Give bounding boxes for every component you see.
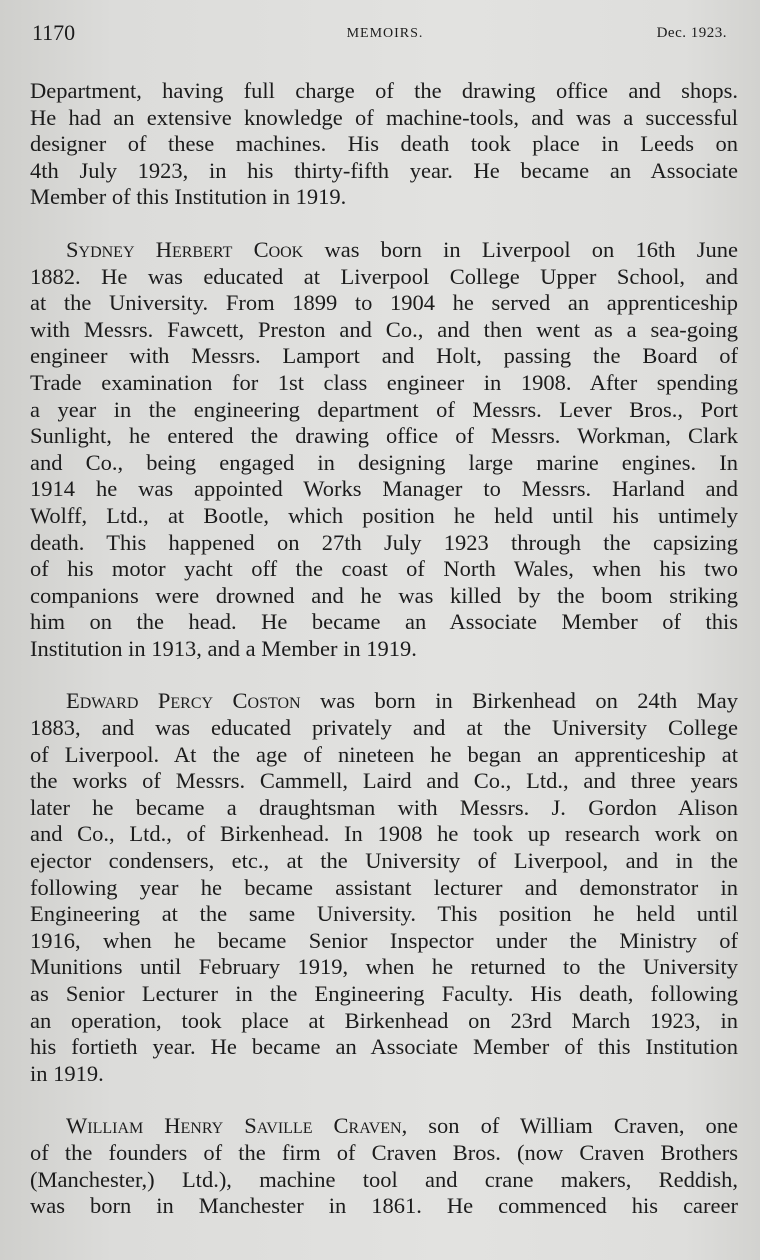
text-line: was born in Manchester in 1861. He commenced his career — [30, 1193, 738, 1219]
text-line: Sydney Herbert Cook was born in Liverpool on 16th June — [66, 236, 738, 262]
memoir-william-henry-saville-craven — [30, 1113, 738, 1219]
memoir-continuation — [30, 78, 738, 211]
text-line: death. This happened on 27th July 1923 through the capsizing — [30, 529, 738, 555]
text-line: of the founders of the firm of Craven Bros. (now Craven Brothers — [30, 1139, 738, 1165]
text-line: of Liverpool. At the age of nineteen he began an apprenticeship at — [30, 741, 738, 767]
memoir-name: Sydney Herbert Cook — [66, 236, 304, 262]
text-line: 1916, when he became Senior Inspector under the Ministry of — [30, 927, 738, 953]
text-line: and Co., being engaged in designing large marine engines. In — [30, 449, 738, 475]
text-line: Trade examination for 1st class engineer in 1908. After spending — [30, 369, 738, 395]
text-line: at the University. From 1899 to 1904 he served an apprenticeship — [30, 290, 738, 316]
page-number: 1170 — [32, 20, 76, 45]
text-line: 1883, and was educated privately and at the University College — [30, 715, 738, 741]
text-line: of his motor yacht off the coast of North Wales, when his two — [30, 556, 738, 582]
text-line: William Henry Saville Craven, son of William Craven, one — [66, 1113, 738, 1139]
text-line: an operation, took place at Birkenhead on 23rd March 1923, in — [30, 1007, 738, 1033]
text-line: with Messrs. Fawcett, Preston and Co., and then went as a sea-going — [30, 316, 738, 342]
page-body — [30, 78, 738, 1246]
text-line: later he became a draughtsman with Messrs. J. Gordon Alison — [30, 794, 738, 820]
text-line: Munitions until February 1919, when he returned to the University — [30, 954, 738, 980]
text-line: (Manchester,) Ltd.), machine tool and crane makers, Reddish, — [30, 1166, 738, 1192]
text-line: in 1919. — [30, 1060, 104, 1086]
text-line: him on the head. He became an Associate Member of this — [30, 609, 738, 635]
text-line: the works of Messrs. Cammell, Laird and Co., Ltd., and three years — [30, 768, 738, 794]
text-line: 1882. He was educated at Liverpool College Upper School, and — [30, 263, 738, 289]
text-line: and Co., Ltd., of Birkenhead. In 1908 he took up research work on — [30, 821, 738, 847]
text-line: Edward Percy Coston was born in Birkenhead on 24th May — [66, 688, 738, 714]
running-head — [30, 20, 740, 50]
text-line: ejector condensers, etc., at the University of Liverpool, and in the — [30, 848, 738, 874]
text-line: 1914 he was appointed Works Manager to Messrs. Harland and — [30, 476, 738, 502]
text-line: as Senior Lecturer in the Engineering Faculty. His death, following — [30, 981, 738, 1006]
running-title: MEMOIRS. — [346, 26, 424, 41]
text-line: companions were drowned and he was killed by the boom striking — [30, 582, 738, 608]
memoir-sydney-herbert-cook — [30, 237, 738, 663]
text-line: designer of these machines. His death took place in Leeds on — [30, 131, 738, 157]
memoir-name: William Henry Saville Craven — [66, 1113, 402, 1139]
text-line: his fortieth year. He became an Associate Member of this Institution — [30, 1034, 738, 1060]
text-line: 4th July 1923, in his thirty-fifth year. He became an Associate — [30, 157, 738, 183]
text-line: Engineering at the same University. This position he held until — [30, 901, 738, 927]
text-line: Department, having full charge of the drawing office and shops. — [30, 78, 738, 103]
text-line: Institution in 1913, and a Member in 1919. — [30, 635, 417, 661]
issue-date: Dec. 1923. — [656, 25, 727, 41]
text-line: He had an extensive knowledge of machine-tools, and was a successful — [30, 104, 738, 130]
text-line: following year he became assistant lecturer and demonstrator in — [30, 874, 738, 900]
text-line: Member of this Institution in 1919. — [30, 184, 347, 210]
text-line: Wolff, Ltd., at Bootle, which position he held until his untimely — [30, 502, 738, 528]
memoir-edward-percy-coston — [30, 688, 738, 1087]
text-line: engineer with Messrs. Lamport and Holt, passing the Board of — [30, 343, 738, 369]
memoir-name: Edward Percy Coston — [66, 688, 301, 714]
text-line: a year in the engineering department of Messrs. Lever Bros., Port — [30, 396, 738, 422]
text-line: Sunlight, he entered the drawing office of Messrs. Workman, Clark — [30, 423, 738, 449]
